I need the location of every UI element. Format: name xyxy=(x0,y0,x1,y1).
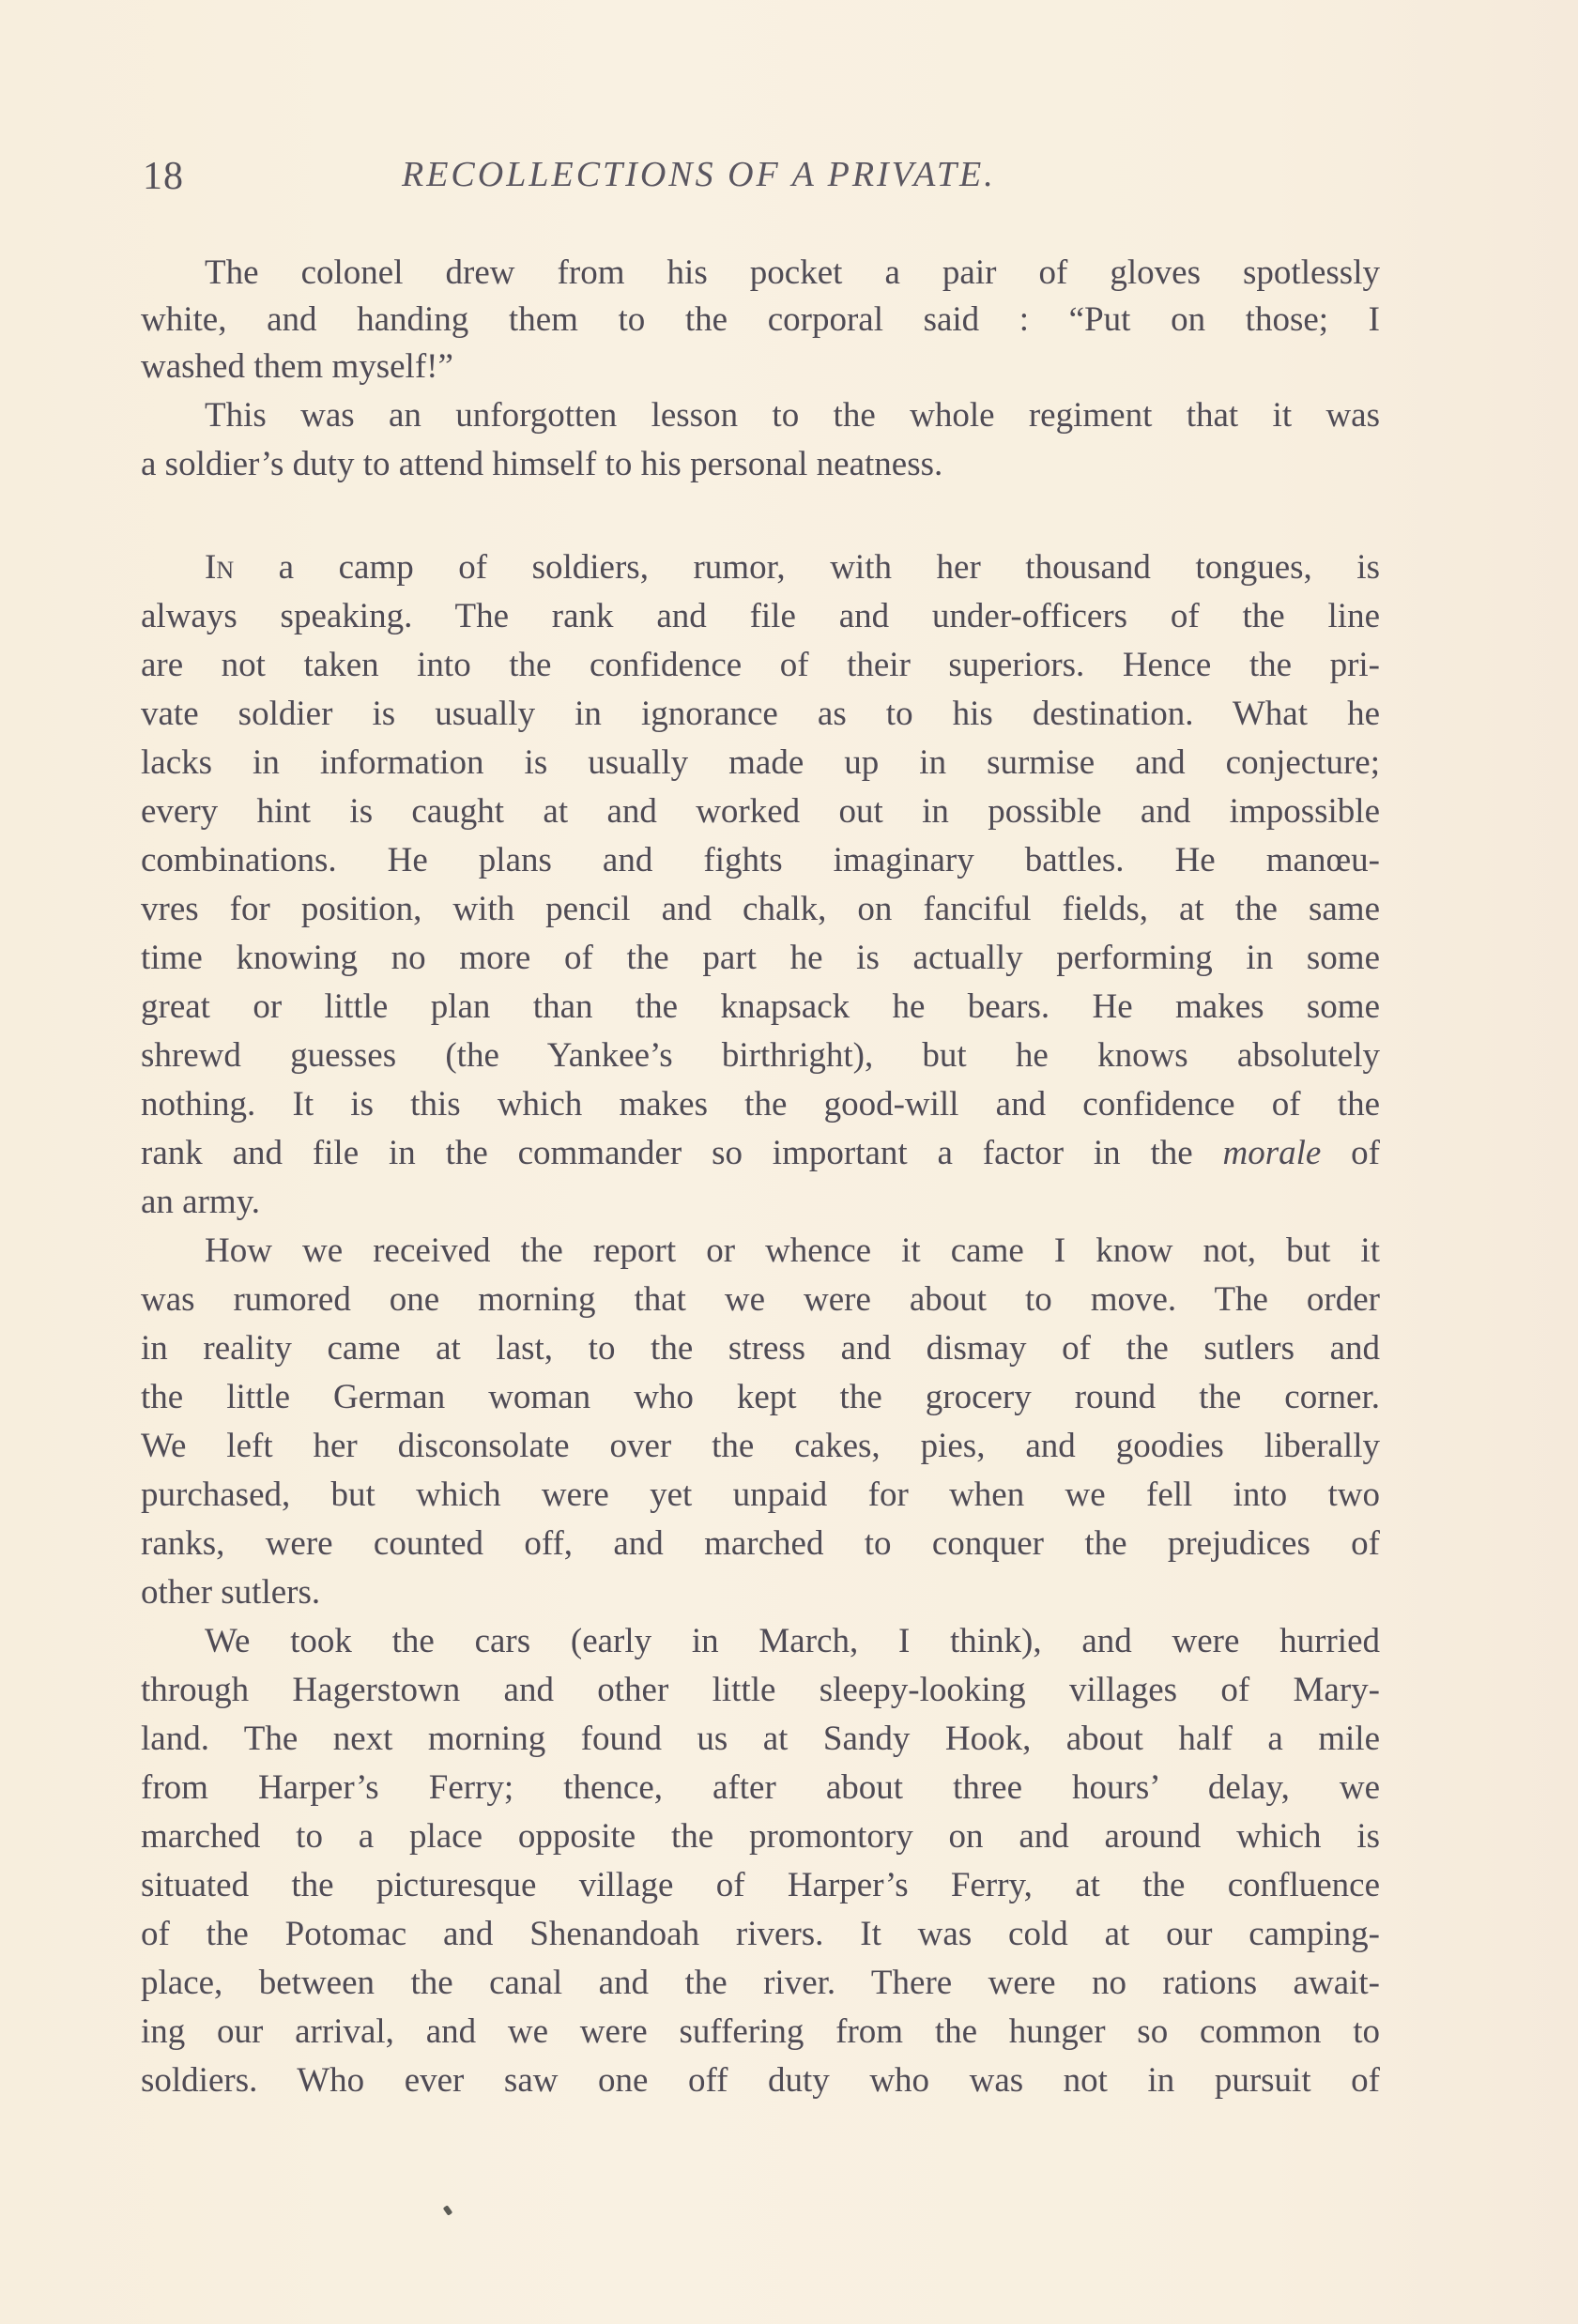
text-line: We left her disconsolate over the cakes, pies, and goodies liberally xyxy=(141,1427,1380,1465)
text-line: place, between the canal and the river. There were no rations await- xyxy=(141,1964,1380,2002)
text-line: situated the picturesque village of Harper’s Ferry, at the confluence xyxy=(141,1866,1380,1904)
page-header xyxy=(0,150,1578,206)
text-line: a soldier’s duty to attend himself to his personal neatness. xyxy=(141,445,943,483)
text-line: soldiers. Who ever saw one off duty who was not in pursuit of xyxy=(141,2061,1380,2100)
text-line: We took the cars (early in March, I think), and were hurried xyxy=(205,1622,1380,1660)
page-number: 18 xyxy=(143,155,184,198)
text-line: through Hagerstown and other little sleepy-looking villages of Mary- xyxy=(141,1671,1380,1709)
italic-word: morale xyxy=(1222,1134,1322,1172)
text-line: combinations. He plans and fights imaginary battles. He manœu- xyxy=(141,841,1380,879)
text-line: ing our arrival, and we were suffering from the hunger so common to xyxy=(141,2012,1380,2051)
text-line: the little German woman who kept the grocery round the corner. xyxy=(141,1378,1380,1416)
running-title: RECOLLECTIONS OF A PRIVATE. xyxy=(402,155,996,194)
paper-speck xyxy=(443,2205,453,2216)
text-line: In a camp of soldiers, rumor, with her thousand tongues, is xyxy=(205,548,1380,587)
text-line: vres for position, with pencil and chalk, on fanciful fields, at the same xyxy=(141,890,1380,928)
text-line: time knowing no more of the part he is actually performing in some xyxy=(141,939,1380,977)
text-line: How we received the report or whence it came I know not, but it xyxy=(205,1231,1380,1270)
text-line: are not taken into the confidence of their superiors. Hence the pri- xyxy=(141,646,1380,684)
text-line: every hint is caught at and worked out in possible and impossible xyxy=(141,792,1380,831)
text-line: The colonel drew from his pocket a pair of gloves spotlessly xyxy=(205,253,1380,292)
text-line: an army. xyxy=(141,1183,261,1221)
text-line: from Harper’s Ferry; thence, after about three hours’ delay, we xyxy=(141,1768,1380,1807)
text-line: purchased, but which were yet unpaid for when we fell into two xyxy=(141,1475,1380,1514)
text-line: was rumored one morning that we were about to move. The order xyxy=(141,1280,1380,1319)
text-line: rank and file in the commander so important a factor in the morale of xyxy=(141,1134,1380,1172)
text-line: of the Potomac and Shenandoah rivers. It was cold at our camping- xyxy=(141,1915,1380,1953)
drop-smallcaps: In xyxy=(205,548,235,587)
text-line: always speaking. The rank and file and under-officers of the line xyxy=(141,597,1380,635)
text-line: shrewd guesses (the Yankee’s birthright), but he knows absolutely xyxy=(141,1036,1380,1075)
text-line: white, and handing them to the corporal said : “Put on those; I xyxy=(141,300,1380,339)
text-line: lacks in information is usually made up in surmise and conjecture; xyxy=(141,743,1380,782)
text-line: in reality came at last, to the stress and dismay of the sutlers and xyxy=(141,1329,1380,1368)
text-line: vate soldier is usually in ignorance as to his destination. What he xyxy=(141,695,1380,733)
text-line: This was an unforgotten lesson to the whole regiment that it was xyxy=(205,396,1380,435)
text-line: land. The next morning found us at Sandy Hook, about half a mile xyxy=(141,1720,1380,1758)
text-line: ranks, were counted off, and marched to conquer the prejudices of xyxy=(141,1524,1380,1563)
text-line: marched to a place opposite the promontory on and around which is xyxy=(141,1817,1380,1856)
text-line: other sutlers. xyxy=(141,1573,321,1612)
text-line: washed them myself!” xyxy=(141,347,453,386)
text-line: great or little plan than the knapsack he bears. He makes some xyxy=(141,987,1380,1026)
text-line: nothing. It is this which makes the good-will and confidence of the xyxy=(141,1085,1380,1124)
